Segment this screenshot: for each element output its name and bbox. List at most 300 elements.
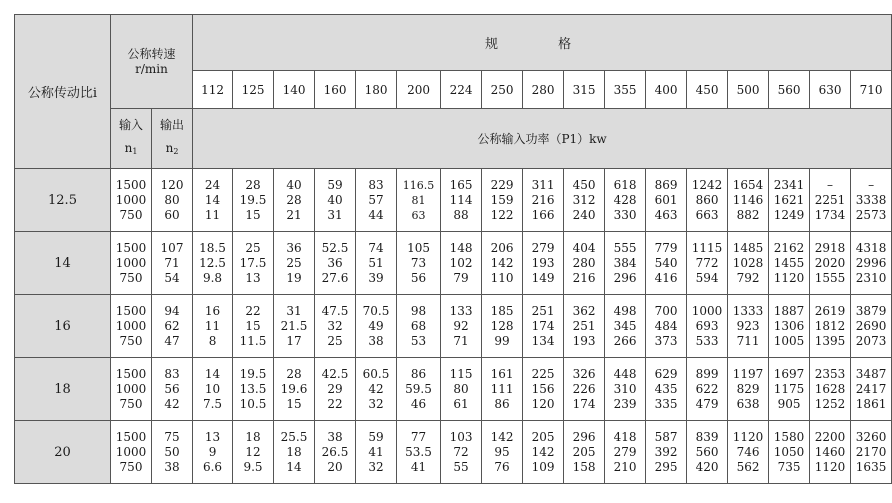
power-cell-line: 38 [327,429,343,444]
power-cell-line: 59 [327,177,343,192]
power-cell-line: 266 [613,333,637,348]
table-row [15,358,892,421]
speed-header-label: 公称转速 [127,46,176,61]
power-cell-line: 1249 [773,207,805,222]
power-cell [687,421,728,484]
power-cell-line: 239 [613,396,637,411]
power-cell-line: 1654 [732,177,764,192]
ratio-header: 公称传动比i [15,15,111,169]
power-cell [728,295,769,358]
power-cell-line: 68 [410,318,427,333]
power-cell [810,295,851,358]
output-speed-cell-line: 60 [164,207,180,222]
power-cell-line: 9.8 [202,270,223,285]
power-cell-line: 428 [613,192,637,207]
power-cell-line: 7.5 [202,396,223,411]
power-cell [397,358,441,421]
power-cell [769,295,810,358]
power-cell-line: 1120 [814,459,846,474]
power-cell-line: 109 [531,459,555,474]
output-speed-cell-line: 80 [164,192,180,207]
power-cell-line: 404 [572,240,596,255]
power-cell [646,295,687,358]
power-cell-line: 22 [327,396,343,411]
power-cell-line: 3487 [855,366,887,381]
power-cell-line: 279 [531,240,555,255]
power-cell-line: 205 [572,444,596,459]
power-cell [851,232,892,295]
power-cell-line: 296 [572,429,596,444]
power-cell-line: 18 [286,444,302,459]
power-cell-line: 165 [449,177,473,192]
power-cell-line: 2162 [773,240,805,255]
power-cell-line: 25.5 [280,429,308,444]
power-cell-line: 1861 [855,396,887,411]
power-cell [356,358,397,421]
power-cell-line: 98 [410,303,427,318]
power-cell [441,421,482,484]
power-cell-line: 2310 [855,270,887,285]
power-cell-line: 923 [736,318,760,333]
power-table-container [14,14,887,484]
power-cell-line: 73 [410,255,427,270]
power-cell-line: 19.5 [239,192,267,207]
power-cell-line: 11.5 [239,333,267,348]
power-cell-line: 40 [286,177,302,192]
power-cell-line: 32 [327,318,343,333]
power-cell [274,358,315,421]
input-speed-cell [111,295,152,358]
power-cell-line: 216 [572,270,596,285]
size-header-cell: 280 [523,71,564,109]
power-cell [687,358,728,421]
power-cell [810,358,851,421]
power-cell [356,421,397,484]
size-header-cell: 250 [482,71,523,109]
power-cell-line: 99 [494,333,510,348]
input-speed-cell-line: 1500 [115,177,147,192]
power-cell-line: 3879 [855,303,887,318]
power-cell-line: 13 [245,270,261,285]
power-cell [605,169,646,232]
output-speed-cell-line: 47 [164,333,180,348]
power-cell-line: 31 [327,207,343,222]
power-cell-line: 1028 [732,255,764,270]
output-speed-header [152,109,193,169]
power-cell [728,421,769,484]
power-cell-line: 1621 [773,192,805,207]
power-cell-line: 345 [613,318,637,333]
power-cell-line: 156 [531,381,555,396]
power-cell [523,358,564,421]
input-speed-cell-line: 1000 [115,444,147,459]
power-cell [564,295,605,358]
power-cell [728,358,769,421]
size-header-cell: 450 [687,71,728,109]
power-cell-line: 32 [368,396,384,411]
power-cell-line: 2619 [814,303,846,318]
power-cell-line: 1485 [732,240,764,255]
size-header-cell: 315 [564,71,605,109]
power-cell [769,421,810,484]
power-cell [523,295,564,358]
power-cell-line: 629 [654,366,678,381]
power-cell-line: 28 [286,366,302,381]
power-cell-line: 1197 [732,366,764,381]
output-speed-cell-line: 38 [164,459,180,474]
power-cell-line: 312 [572,192,596,207]
power-cell-line: 448 [613,366,637,381]
power-cell [274,169,315,232]
power-cell-line: 562 [736,459,760,474]
power-cell-line: 225 [531,366,555,381]
power-cell-line: 56 [410,270,427,285]
ratio-cell: 14 [15,232,111,295]
power-cell-line: 1395 [814,333,846,348]
input-sym: n [124,141,133,155]
size-header-cell: 224 [441,71,482,109]
power-cell-line: 594 [695,270,719,285]
power-cell-line: 18 [245,429,261,444]
power-cell [728,232,769,295]
power-cell-line: 76 [494,459,510,474]
power-cell-line: 166 [531,207,555,222]
power-cell-line: 2918 [814,240,846,255]
power-cell-line: 40 [327,192,343,207]
power-cell [397,232,441,295]
power-cell [482,358,523,421]
power-cell [356,169,397,232]
power-cell [482,232,523,295]
size-header-cell: 355 [605,71,646,109]
output-speed-cell [152,421,193,484]
power-cell-line: 19.5 [239,366,267,381]
power-cell-line: 746 [736,444,760,459]
power-cell-line: 71 [453,333,469,348]
power-cell-line: 1005 [773,333,805,348]
power-cell-line: 185 [490,303,514,318]
power-cell [646,421,687,484]
power-cell-line: 1115 [691,240,723,255]
power-cell-line: 829 [736,381,760,396]
power-cell-line: 229 [490,177,514,192]
power-cell-line: 479 [695,396,719,411]
power-cell-line: 92 [453,318,469,333]
power-cell-line: 41 [368,444,384,459]
power-cell-line: – [868,177,875,192]
power-cell-line: 86 [410,366,427,381]
size-header-cell: 180 [356,71,397,109]
power-cell-line: 29 [327,381,343,396]
power-cell-line: 21.5 [280,318,308,333]
power-cell-line: 450 [572,177,596,192]
power-cell-line: 1000 [691,303,723,318]
power-cell-line: 19 [286,270,302,285]
power-cell-line: 13 [204,429,221,444]
power-cell [851,169,892,232]
power-cell [274,421,315,484]
size-header-cell: 710 [851,71,892,109]
power-cell-line: 555 [613,240,637,255]
power-cell-line: 51 [368,255,384,270]
power-cell-line: 1050 [773,444,805,459]
power-cell-line: 13.5 [239,381,267,396]
power-header: 公称输入功率（P1）kw [193,109,892,169]
size-header-cell: 112 [193,71,233,109]
power-cell-line: 19.6 [280,381,308,396]
output-speed-cell-line: 50 [164,444,180,459]
power-cell-line: 251 [572,318,596,333]
power-cell-line: 1120 [773,270,805,285]
size-header-cell: 140 [274,71,315,109]
table-row [15,295,892,358]
power-cell [315,295,356,358]
table-body [15,169,892,484]
power-cell-line: 498 [613,303,637,318]
ratio-cell: 16 [15,295,111,358]
power-cell-line: 47.5 [321,303,349,318]
power-cell-line: 148 [449,240,473,255]
power-cell [605,358,646,421]
power-cell [397,169,441,232]
power-cell-line: 373 [654,333,678,348]
power-cell-line: 26.5 [321,444,349,459]
power-cell-line: 38 [368,333,384,348]
power-cell [193,358,233,421]
power-cell-line: 335 [654,396,678,411]
power-cell-line: 295 [654,459,678,474]
power-cell-line: 1628 [814,381,846,396]
power-cell-line: 772 [695,255,719,270]
power-cell-line: 2417 [855,381,887,396]
power-cell-line: 11 [204,318,221,333]
power-cell [605,295,646,358]
power-cell-line: 20 [327,459,343,474]
power-cell-line: 618 [613,177,637,192]
power-cell-line: 899 [695,366,719,381]
power-cell-line: 36 [286,240,302,255]
power-cell [769,232,810,295]
power-cell-line: 392 [654,444,678,459]
power-cell-line: 53.5 [405,444,432,459]
power-cell [482,421,523,484]
power-cell-line: 3338 [855,192,887,207]
input-speed-cell-line: 1000 [115,255,147,270]
input-speed-cell [111,169,152,232]
power-cell-line: 42.5 [321,366,349,381]
input-speed-cell-line: 750 [119,207,143,222]
output-speed-cell-line: 75 [164,429,180,444]
input-speed-cell-line: 750 [119,333,143,348]
power-cell-line: 1697 [773,366,805,381]
power-cell [646,358,687,421]
power-cell [233,421,274,484]
power-cell [193,295,233,358]
output-speed-cell-line: 94 [164,303,180,318]
input-speed-cell-line: 1000 [115,318,147,333]
power-cell-line: 362 [572,303,596,318]
power-cell [687,232,728,295]
power-cell-line: 839 [695,429,719,444]
power-cell-line: 17.5 [239,255,267,270]
power-cell-line: 296 [613,270,637,285]
power-cell [523,232,564,295]
input-speed-cell-line: 1500 [115,429,147,444]
input-speed-label: 输入 [118,118,143,132]
power-cell [851,295,892,358]
power-cell-line: 226 [572,381,596,396]
power-cell [687,169,728,232]
power-cell [233,232,274,295]
power-cell-line: 70.5 [362,303,390,318]
power-cell-line: 860 [695,192,719,207]
power-cell-line: 41 [410,459,427,474]
power-cell [274,295,315,358]
power-cell-line: 105 [407,240,430,255]
power-cell-line: 711 [736,333,760,348]
table-row [15,169,892,232]
power-cell [233,169,274,232]
power-cell-line: 122 [490,207,514,222]
power-cell-line: 601 [654,192,678,207]
ratio-cell: 18 [15,358,111,421]
spec-header-label: 规 格 [485,37,600,52]
input-speed-cell-line: 1000 [115,192,147,207]
power-cell-line: 142 [531,444,555,459]
power-cell-line: 46 [410,396,427,411]
power-cell-line: 31 [286,303,302,318]
power-cell-line: 72 [453,444,469,459]
power-cell [356,295,397,358]
power-cell-line: 1580 [773,429,805,444]
input-speed-cell-line: 1500 [115,366,147,381]
input-speed-cell [111,232,152,295]
power-cell-line: 12 [245,444,261,459]
power-cell-line: 142 [490,255,514,270]
input-speed-cell [111,421,152,484]
power-cell [274,232,315,295]
power-cell [315,169,356,232]
power-cell-line: 2020 [814,255,846,270]
power-cell-line: 28 [286,192,302,207]
power-cell-line: 11 [204,207,221,222]
speed-header [111,15,193,109]
power-cell-line: 39 [368,270,384,285]
power-cell-line: 9 [208,444,217,459]
size-header-cell: 630 [810,71,851,109]
power-cell-line: 21 [286,207,302,222]
power-cell-line: 63 [411,208,426,222]
power-cell-line: 2690 [855,318,887,333]
power-cell [769,169,810,232]
power-cell-line: 14 [286,459,302,474]
power-cell-line: 14 [204,192,221,207]
power-cell [193,169,233,232]
power-cell-line: 384 [613,255,637,270]
power-cell-line: 60.5 [362,366,390,381]
ratio-cell: 12.5 [15,169,111,232]
output-speed-cell-line: 54 [164,270,180,285]
power-cell-line: 280 [572,255,596,270]
power-cell [605,232,646,295]
power-cell-line: 1242 [691,177,723,192]
power-cell-line: 205 [531,429,555,444]
power-cell [605,421,646,484]
power-cell-line: 115 [449,366,473,381]
power-cell-line: 463 [654,207,678,222]
power-cell [315,421,356,484]
power-cell-line: 128 [490,318,514,333]
power-cell-line: 15 [245,207,261,222]
power-cell-line: 52.5 [321,240,349,255]
power-cell-line: 83 [368,177,384,192]
power-cell-line: 2170 [855,444,887,459]
power-cell-line: 55 [453,459,469,474]
power-cell-line: 882 [736,207,760,222]
power-cell [523,169,564,232]
power-cell-line: 279 [613,444,637,459]
power-cell-line: 80 [453,381,469,396]
input-speed-cell-line: 750 [119,270,143,285]
power-cell [397,295,441,358]
power-cell-line: 174 [531,318,555,333]
power-cell-line: 540 [654,255,678,270]
power-cell-line: 1555 [814,270,846,285]
power-cell-line: 1460 [814,444,846,459]
input-speed-cell-line: 750 [119,396,143,411]
power-cell [356,232,397,295]
power-cell-line: 77 [410,429,427,444]
power-cell-line: 693 [695,318,719,333]
power-cell-line: 1812 [814,318,846,333]
size-header-cell: 500 [728,71,769,109]
power-cell [564,169,605,232]
power-cell-line: 49 [368,318,384,333]
power-cell-line: 142 [490,429,514,444]
power-cell-line: 27.6 [321,270,349,285]
power-cell-line: 2200 [814,429,846,444]
power-cell-line: 8 [208,333,217,348]
power-cell-line: 59 [368,429,384,444]
power-cell-line: 1635 [855,459,887,474]
power-cell-line: 533 [695,333,719,348]
output-speed-cell [152,232,193,295]
output-speed-cell [152,169,193,232]
output-speed-symbol [152,141,192,159]
power-cell-line: 15 [286,396,302,411]
power-cell-line: 17 [286,333,302,348]
power-cell-line: 161 [490,366,514,381]
power-cell-line: 251 [531,303,555,318]
power-cell-line: 53 [410,333,427,348]
input-sub: 1 [132,147,138,156]
power-cell-line: 174 [572,396,596,411]
power-cell-line: 18.5 [199,240,226,255]
output-speed-cell-line: 56 [164,381,180,396]
ratio-cell: 20 [15,421,111,484]
power-cell-line: 102 [449,255,473,270]
power-cell-line: 149 [531,270,555,285]
power-cell-line: 9.5 [243,459,263,474]
output-sym: n [165,141,174,155]
power-cell-line: 42 [368,381,384,396]
power-cell-line: 1252 [814,396,846,411]
power-cell-line: 111 [490,381,514,396]
power-cell-line: 210 [613,459,637,474]
speed-header-unit: r/min [135,61,168,76]
size-header-cell: 560 [769,71,810,109]
power-cell-line: 15 [245,318,261,333]
